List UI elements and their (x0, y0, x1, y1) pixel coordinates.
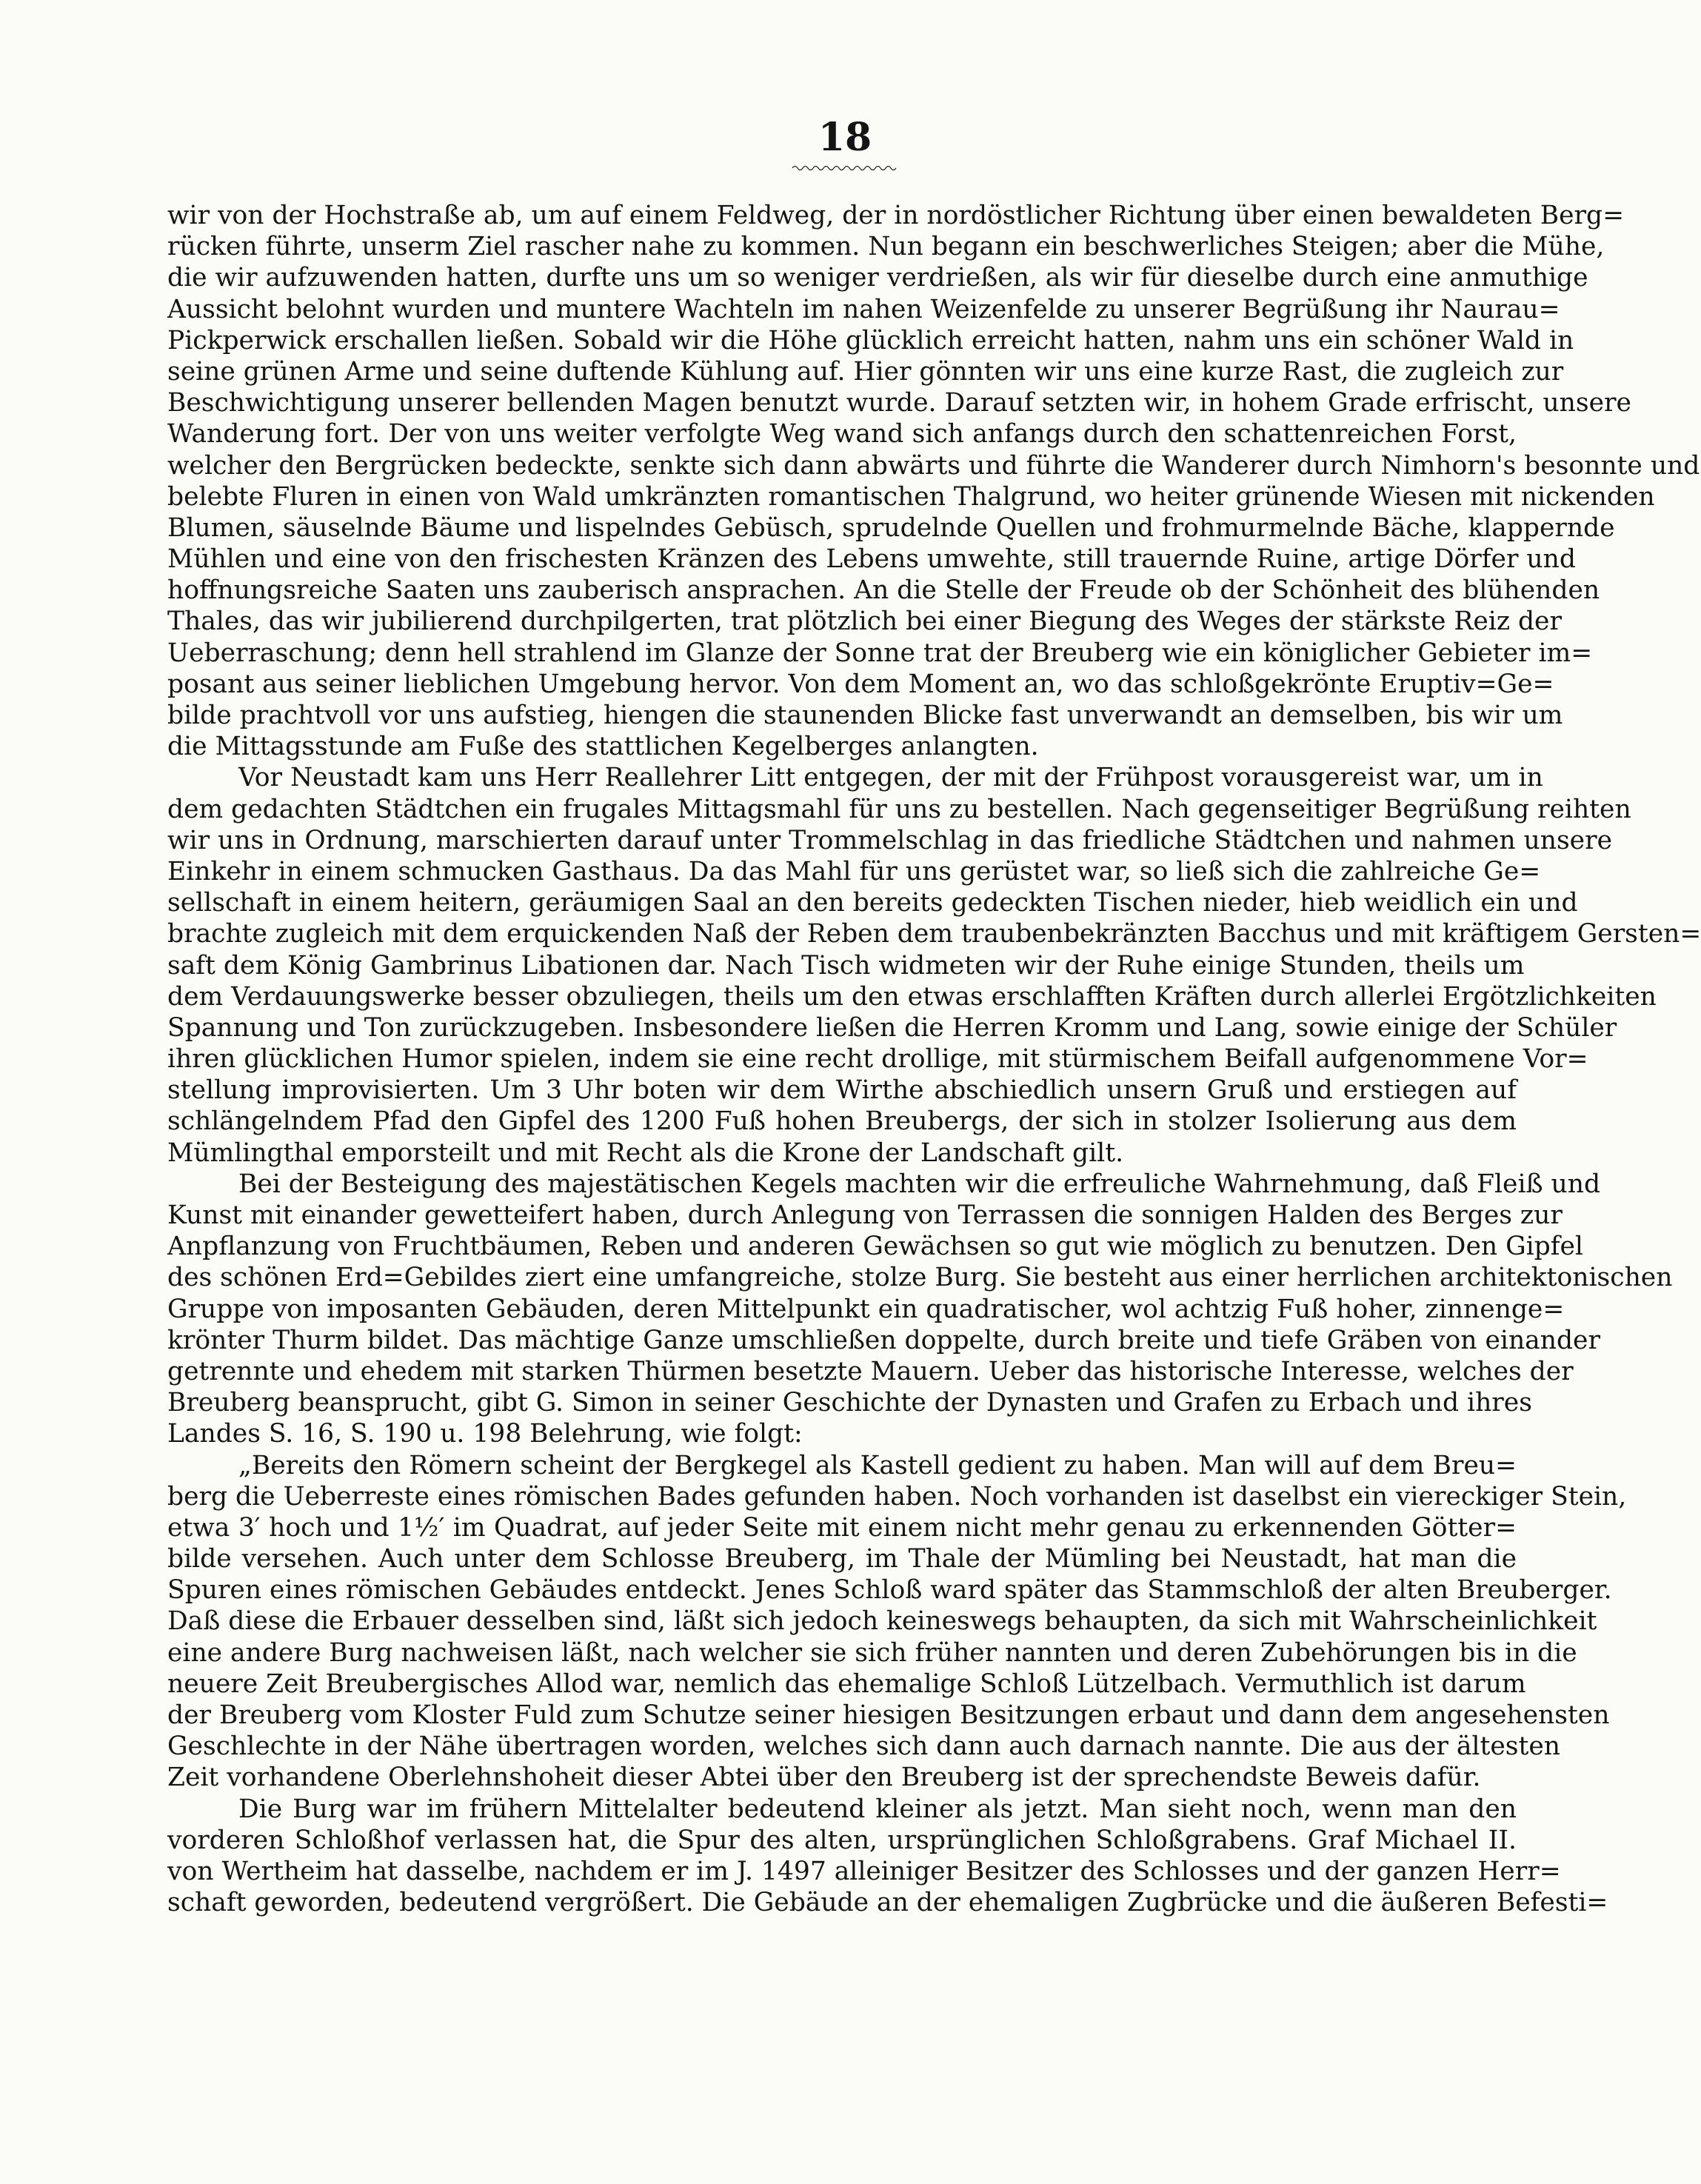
text-line: der Breuberg vom Kloster Fuld zum Schutze seiner hiesigen Besitzungen erbaut und dann dem angesehensten (167, 1700, 1610, 1730)
page-number: 18 (818, 115, 872, 160)
text-line: getrennte und ehedem mit starken Thürmen besetzte Mauern. Ueber das historische Interesse, welches der (167, 1356, 1574, 1386)
text-line: dem Verdauungswerke besser obzuliegen, theils um den etwas erschlafften Kräften durch allerlei Ergötzlichkeiten (167, 981, 1657, 1012)
text-line: Pickperwick erschallen ließen. Sobald wir die Höhe glücklich erreicht hatten, nahm uns ein schöner Wald in (167, 325, 1574, 355)
text-line: Vor Neustadt kam uns Herr Reallehrer Litt entgegen, der mit der Frühpost vorausgereist war, um in (238, 763, 1543, 793)
text-line: dem gedachten Städtchen ein frugales Mittagsmahl für uns zu bestellen. Nach gegenseitiger Begrüßung reihten (167, 794, 1631, 824)
text-line: krönter Thurm bildet. Das mächtige Ganze umschließen doppelte, durch breite und tiefe Gräben von einander (167, 1325, 1600, 1355)
text-line: rücken führte, unserm Ziel rascher nahe zu kommen. Nun begann ein beschwerliches Steigen; aber die Mühe, (167, 232, 1605, 262)
text-line: wir uns in Ordnung, marschierten darauf unter Trommelschlag in das friedliche Städtchen und nahmen unsere (167, 825, 1613, 855)
text-line: Einkehr in einem schmucken Gasthaus. Da das Mahl für uns gerüstet war, so ließ sich die zahlreiche Ge= (167, 856, 1541, 886)
text-line: Daß diese die Erbauer desselben sind, läßt sich jedoch keineswegs behaupten, da sich mit Wahrscheinlichkeit (167, 1606, 1597, 1637)
text-line: des schönen Erd=Gebildes ziert eine umfangreiche, stolze Burg. Sie besteht aus einer herrlichen architektonischen (167, 1263, 1673, 1293)
text-line: die wir aufzuwenden hatten, durfte uns um so weniger verdrießen, als wir für dieselbe durch eine anmuthige (167, 263, 1588, 293)
text-line: Beschwichtigung unserer bellenden Magen benutzt wurde. Darauf setzten wir, in hohem Grade erfrischt, unsere (167, 388, 1631, 418)
text-line: wir von der Hochstraße ab, um auf einem Feldweg, der in nordöstlicher Richtung über einen bewaldeten Berg= (167, 201, 1625, 230)
text-line: Spannung und Ton zurückzugeben. Insbesondere ließen die Herren Kromm und Lang, sowie einige der Schüler (167, 1012, 1617, 1043)
text-line: eine andere Burg nachweisen läßt, nach welcher sie sich früher nannten und deren Zubehörungen bis in die (167, 1637, 1577, 1668)
text-line: bilde prachtvoll vor uns aufstieg, hiengen die staunenden Blicke fast unverwandt an demselben, bis wir um (167, 701, 1563, 730)
text-line: Geschlechte in der Nähe übertragen worden, welches sich dann auch darnach nannte. Die aus der ältesten (167, 1731, 1560, 1762)
text-line: Mümlingthal emporsteilt und mit Recht als die Krone der Landschaft gilt. (167, 1138, 1124, 1168)
text-line: berg die Ueberreste eines römischen Bades gefunden haben. Noch vorhanden ist daselbst ein viereckiger Stein, (167, 1481, 1627, 1512)
text-line: stellung improvisierten. Um 3 Uhr boten wir dem Wirthe abschiedlich unsern Gruß und erstiegen auf (167, 1075, 1517, 1106)
text-line: schlängelndem Pfad den Gipfel des 1200 Fuß hohen Breubergs, der sich in stolzer Isolierung aus dem (167, 1106, 1517, 1137)
text-line: Bei der Besteigung des majestätischen Kegels machten wir die erfreuliche Wahrnehmung, daß Fleiß und (238, 1169, 1601, 1199)
text-line: Gruppe von imposanten Gebäuden, deren Mittelpunkt ein quadratischer, wol achtzig Fuß hoher, zinnenge= (167, 1294, 1565, 1324)
text-line: vorderen Schloßhof verlassen hat, die Spur des alten, ursprünglichen Schloßgrabens. Graf Michael II. (167, 1825, 1517, 1855)
text-line: Thales, das wir jubilierend durchpilgerten, trat plötzlich bei einer Biegung des Weges der stärkste Reiz der (167, 607, 1562, 637)
main-text (167, 200, 1701, 1918)
text-line: Blumen, säuselnde Bäume und lispelndes Gebüsch, sprudelnde Quellen und frohmurmelnde Bäche, klappernde (167, 512, 1615, 543)
text-line: posant aus seiner lieblichen Umgebung hervor. Von dem Moment an, wo das schloßgekrönte Eruptiv=Ge= (167, 669, 1554, 699)
text-line: „Bereits den Römern scheint der Bergkegel als Kastell gedient zu haben. Man will auf dem Breu= (238, 1450, 1517, 1480)
text-line: Wanderung fort. Der von uns weiter verfolgte Weg wand sich anfangs durch den schattenreichen Forst, (167, 419, 1517, 450)
text-line: saft dem König Gambrinus Libationen dar. Nach Tisch widmeten wir der Ruhe einige Stunden, theils um (167, 950, 1525, 981)
text-line: Ueberraschung; denn hell strahlend im Glanze der Sonne trat der Breuberg wie ein königlicher Gebieter im= (167, 638, 1593, 668)
text-line: Anpflanzung von Fruchtbäumen, Reben und anderen Gewächsen so gut wie möglich zu benutzen. Den Gipfel (167, 1232, 1583, 1262)
text-line: etwa 3′ hoch und 1½′ im Quadrat, auf jeder Seite mit einem nicht mehr genau zu erkennenden Götter= (167, 1512, 1517, 1543)
text-line: Breuberg beansprucht, gibt G. Simon in seiner Geschichte der Dynasten und Grafen zu Erbach und ihres (167, 1388, 1532, 1418)
text-line: brachte zugleich mit dem erquickenden Naß der Reben dem traubenbekränzten Bacchus und mit kräftigem Gersten= (167, 919, 1701, 949)
text-line: belebte Fluren in einen von Wald umkränzten romantischen Thalgrund, wo heiter grünende Wiesen mit nickenden (167, 481, 1655, 512)
text-line: neuere Zeit Breubergisches Allod war, nemlich das ehemalige Schloß Lützelbach. Vermuthlich ist darum (167, 1669, 1526, 1699)
text-line: seine grünen Arme und seine duftende Kühlung auf. Hier gönnten wir uns eine kurze Rast, die zugleich zur (167, 356, 1564, 387)
text-line: Spuren eines römischen Gebäudes entdeckt. Jenes Schloß ward später das Stammschloß der alten Breuberger. (167, 1575, 1612, 1606)
text-line: Landes S. 16, S. 190 u. 198 Belehrung, wie folgt: (167, 1419, 803, 1449)
text-line: sellschaft in einem heitern, geräumigen Saal an den bereits gedeckten Tischen nieder, hieb weidlich ein und (167, 888, 1578, 918)
page-number-ornament (792, 164, 898, 172)
text-line: hoffnungsreiche Saaten uns zauberisch ansprachen. An die Stelle der Freude ob der Schönheit des blühenden (167, 575, 1600, 606)
text-line: die Mittagsstunde am Fuße des stattlichen Kegelberges anlangten. (167, 732, 1039, 762)
text-line: welcher den Bergrücken bedeckte, senkte sich dann abwärts und führte die Wanderer durch Nimhorn's besonnte und (167, 450, 1700, 481)
text-line: Die Burg war im frühern Mittelalter bedeutend kleiner als jetzt. Man sieht noch, wenn man den (238, 1794, 1517, 1824)
text-line: von Wertheim hat dasselbe, nachdem er im J. 1497 alleiniger Besitzer des Schlosses und der ganzen Herr= (167, 1856, 1561, 1886)
text-line: Aussicht belohnt wurden und muntere Wachteln im nahen Weizenfelde zu unserer Begrüßung ihr Naurau= (167, 294, 1560, 324)
text-line: bilde versehen. Auch unter dem Schlosse Breuberg, im Thale der Mümling bei Neustadt, hat man die (167, 1544, 1517, 1574)
text-line: schaft geworden, bedeutend vergrößert. Die Gebäude an der ehemaligen Zugbrücke und die äußeren Befesti= (167, 1888, 1608, 1918)
text-line: Mühlen und eine von den frischesten Kränzen des Lebens umwehte, still trauernde Ruine, artige Dörfer und (167, 544, 1576, 575)
text-line: Kunst mit einander gewetteifert haben, durch Anlegung von Terrassen die sonnigen Halden des Berges zur (167, 1200, 1563, 1230)
text-line: Zeit vorhandene Oberlehnshoheit dieser Abtei über den Breuberg ist der sprechendste Beweis dafür. (167, 1763, 1481, 1793)
text-line: ihren glücklichen Humor spielen, indem sie eine recht drollige, mit stürmischem Beifall aufgenommene Vor= (167, 1044, 1588, 1075)
